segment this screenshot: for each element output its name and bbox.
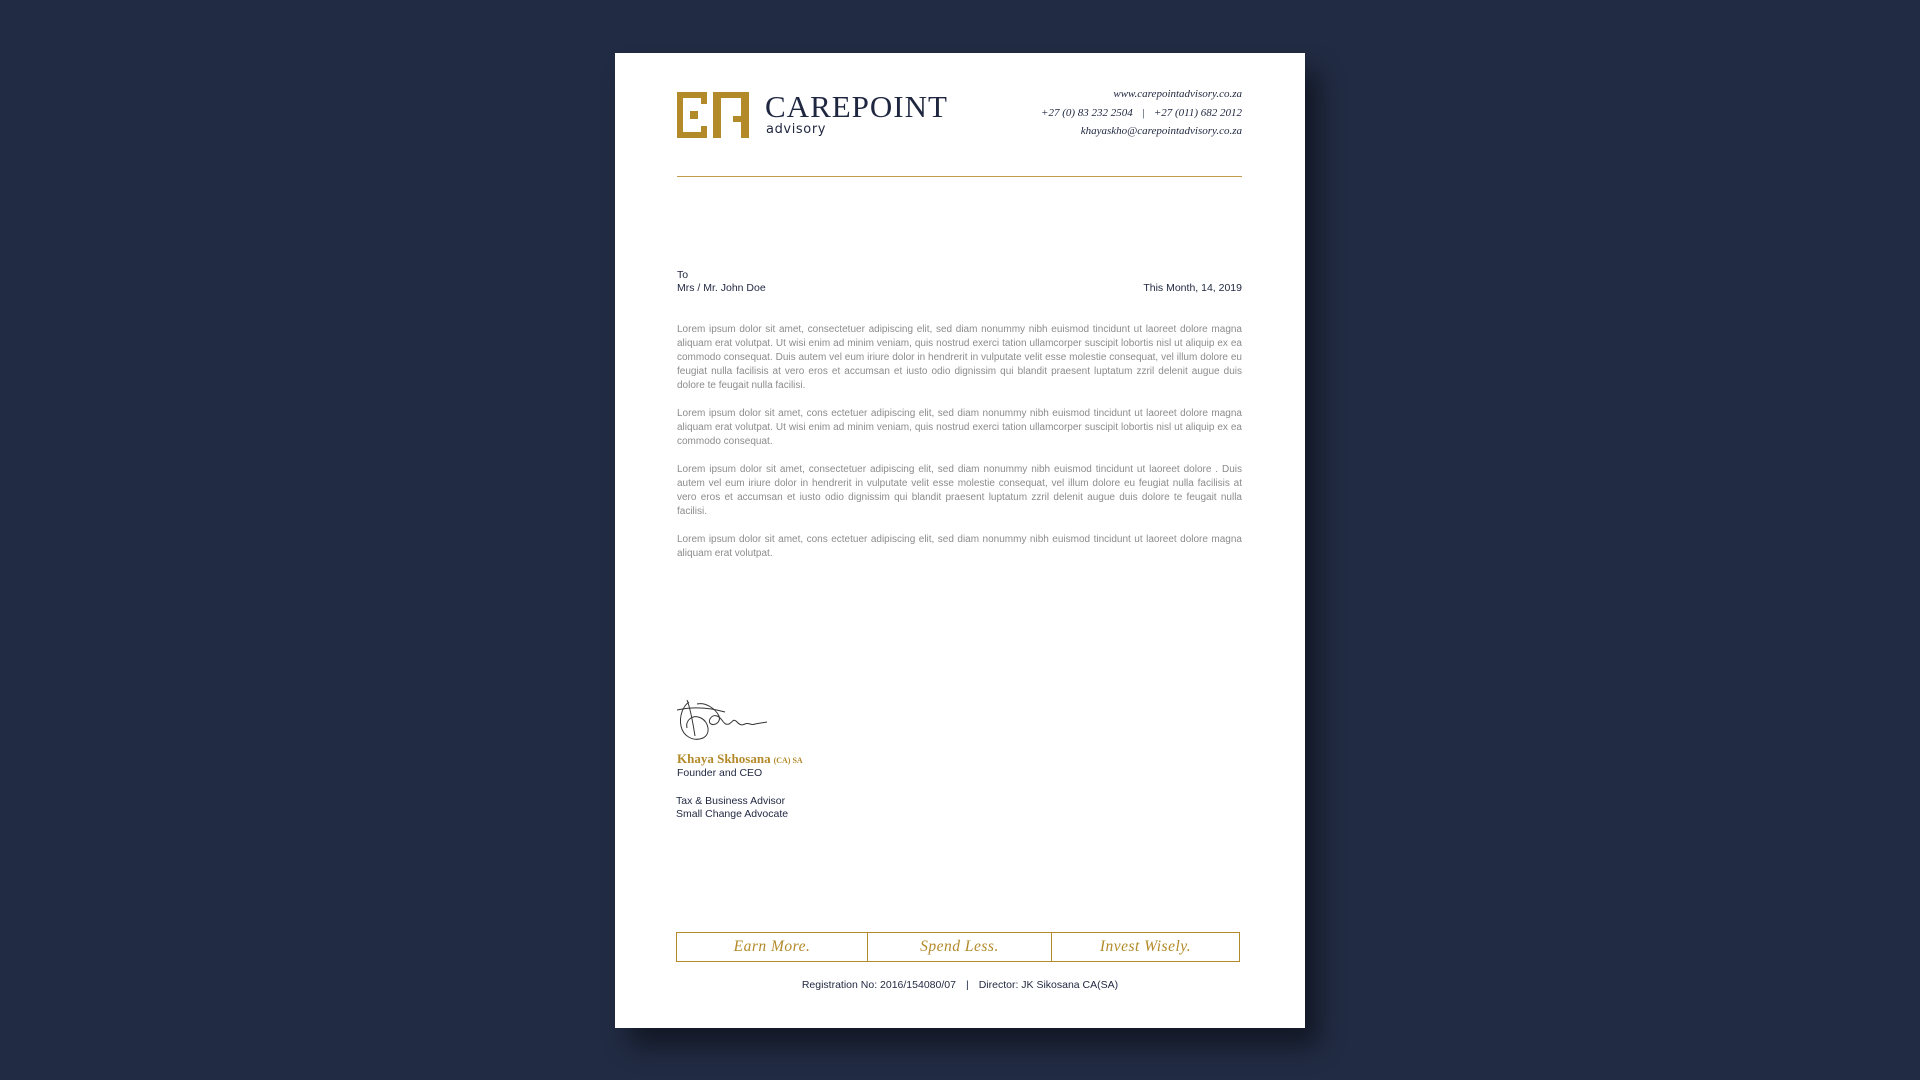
director-name: Director: JK Sikosana CA(SA)	[978, 979, 1119, 991]
signatory-name-text: Khaya Skhosana	[677, 751, 771, 766]
phone-separator: |	[1141, 106, 1145, 119]
recipient-block	[677, 269, 766, 295]
signatory-extra	[676, 795, 788, 821]
phone-1: +27 (0) 83 232 2504	[1041, 106, 1133, 119]
letter-date: This Month, 14, 2019	[1143, 282, 1242, 294]
phone-2: +27 (011) 682 2012	[1153, 106, 1242, 119]
registration-footer	[615, 979, 1305, 991]
slogan-spend-less: Spend Less.	[868, 933, 1052, 961]
paragraph: Lorem ipsum dolor sit amet, cons ectetuer adipiscing elit, sed diam nonummy nibh euismod tincidunt ut laoreet dolore magna aliquam erat volutpat. Ut wisi enim ad minim veniam, quis nostrud exerci tation ullamcorper suscipit lobortis nisl ut aliquip ex ea commodo consequat.	[677, 408, 1242, 447]
letterhead-page	[615, 53, 1305, 1028]
letter-body	[677, 323, 1242, 575]
recipient-name: Mrs / Mr. John Doe	[677, 282, 766, 294]
signatory-extra-line: Tax & Business Advisor	[676, 795, 786, 807]
phone-line	[1041, 104, 1242, 123]
paragraph: Lorem ipsum dolor sit amet, consectetuer adipiscing elit, sed diam nonummy nibh euismod tincidunt ut laoreet dolore . Duis autem vel eum iriure dolor in hendrerit in vulputate velit esse molestie consequat, vel illum dolore eu feugiat nulla facilisis at vero eros et accumsan et iusto odio dignissim qui blandit praesent luptatum zzril delenit augue duis dolore te feugait nulla facilisi.	[677, 464, 1242, 517]
slogan-bar	[676, 932, 1240, 962]
contact-block	[1041, 85, 1242, 141]
handwritten-signature-icon	[675, 696, 770, 749]
email-link[interactable]: khayaskho@carepointadvisory.co.za	[1080, 125, 1242, 137]
slogan-invest-wisely: Invest Wisely.	[1099, 938, 1192, 955]
header-divider	[677, 176, 1242, 177]
website-link[interactable]: www.carepointadvisory.co.za	[1113, 88, 1242, 100]
to-label: To	[677, 269, 689, 281]
registration-number: Registration No: 2016/154080/07	[801, 979, 956, 991]
footer-separator: |	[965, 979, 969, 991]
paragraph: Lorem ipsum dolor sit amet, consectetuer adipiscing elit, sed diam nonummy nibh euismod tincidunt ut laoreet dolore magna aliquam erat volutpat. Ut wisi enim ad minim veniam, quis nostrud exerci tation ullamcorper suscipit lobortis nisl ut aliquip ex ea commodo consequat. Duis autem vel eum iriure dolor in hendrerit in vulputate velit esse molestie consequat, vel illum dolore eu feugiat nulla facilisis at vero eros et accumsan et iusto odio dignissim qui blandit praesent luptatum zzril delenit augue duis dolore te feugait nulla facilisi.	[677, 324, 1242, 391]
brand-name: CAREPOINT	[765, 89, 948, 124]
signatory-extra-line: Small Change Advocate	[676, 808, 789, 820]
brand-tagline: advisory	[766, 122, 827, 137]
signatory-suffix: (CA) SA	[773, 756, 803, 765]
paragraph: Lorem ipsum dolor sit amet, cons ectetuer adipiscing elit, sed diam nonummy nibh euismod tincidunt ut laoreet dolore magna aliquam erat volutpat.	[677, 534, 1242, 559]
signatory-title: Founder and CEO	[677, 767, 763, 779]
ca-monogram-logo-icon	[677, 92, 749, 138]
signatory-name	[677, 751, 803, 767]
slogan-earn-more: Earn More.	[677, 933, 868, 961]
